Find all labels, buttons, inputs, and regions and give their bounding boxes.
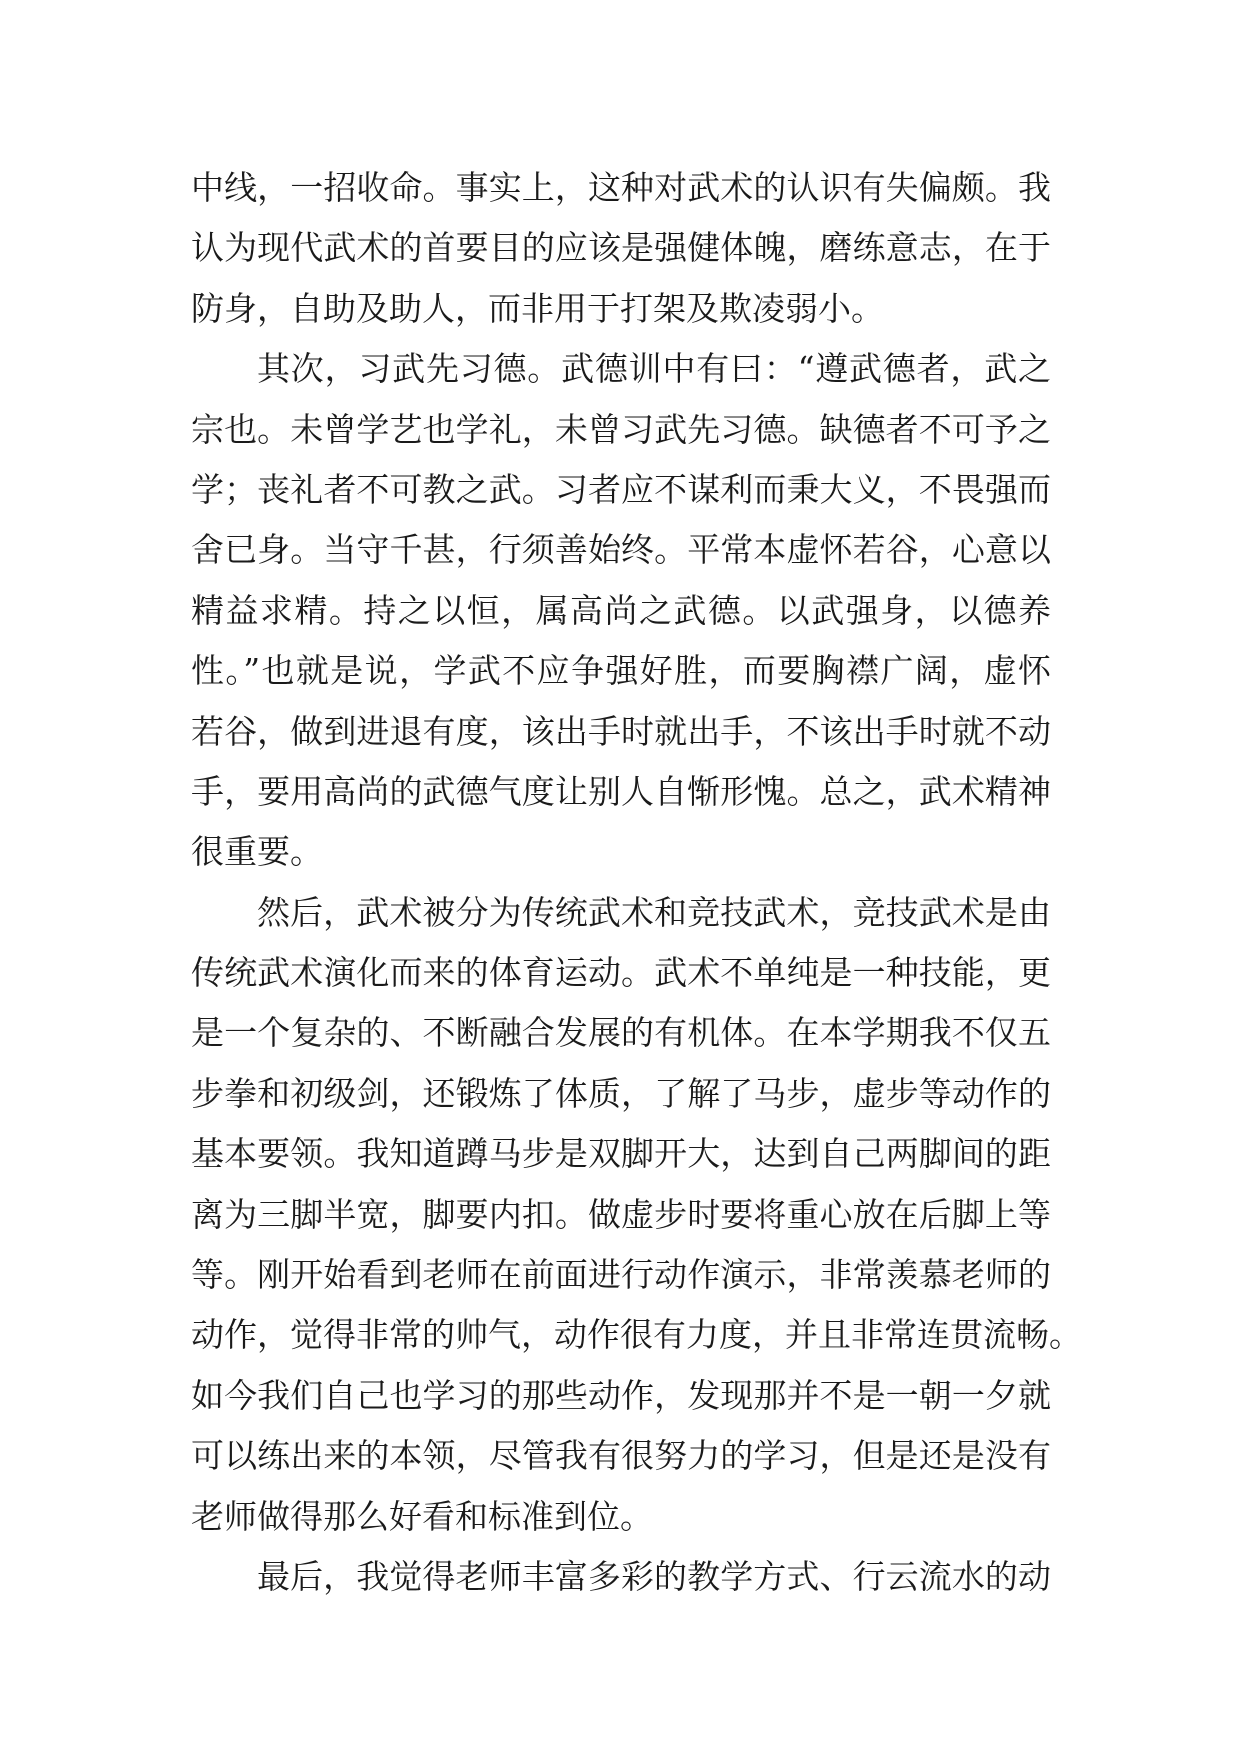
text-line: 最后，我觉得老师丰富多彩的教学方式、行云流水的动 [257, 1556, 1051, 1596]
text-line: 可以练出来的本领，尽管我有很努力的学习，但是还是没有 [191, 1436, 1051, 1476]
text-line: 宗也。未曾学艺也学礼，未曾习武先习德。缺德者不可予之 [191, 409, 1051, 449]
text-line: 然后，武术被分为传统武术和竞技武术，竞技武术是由 [257, 892, 1051, 932]
text-line: 是一个复杂的、不断融合发展的有机体。在本学期我不仅五 [191, 1013, 1051, 1053]
text-line: 基本要领。我知道蹲马步是双脚开大，达到自己两脚间的距 [191, 1134, 1051, 1174]
text-line: 舍已身。当守千甚，行须善始终。平常本虚怀若谷，心意以 [191, 530, 1051, 570]
text-line: 步拳和初级剑，还锻炼了体质，了解了马步，虚步等动作的 [191, 1073, 1051, 1113]
text-line: 很重要。 [191, 832, 323, 872]
text-line: 精益求精。持之以恒，属高尚之武德。以武强身，以德养 [191, 590, 1051, 630]
text-line: 学；丧礼者不可教之武。习者应不谋利而秉大义，不畏强而 [191, 469, 1051, 509]
text-line: 中线，一招收命。事实上，这种对武术的认识有失偏颇。我 [191, 168, 1051, 207]
text-line: 老师做得那么好看和标准到位。 [191, 1496, 653, 1536]
body-text [191, 158, 1082, 1607]
text-line: 若谷，做到进退有度，该出手时就出手，不该出手时就不动 [191, 711, 1051, 751]
text-line: 传统武术演化而来的体育运动。武术不单纯是一种技能，更 [191, 953, 1051, 993]
text-line: 性。”也就是说，学武不应争强好胜，而要胸襟广阔，虚怀 [191, 651, 1051, 691]
text-line: 其次，习武先习德。武德训中有曰：“遵武德者，武之 [257, 349, 1051, 389]
text-line: 等。刚开始看到老师在前面进行动作演示，非常羡慕老师的 [191, 1255, 1051, 1295]
text-line: 手，要用高尚的武德气度让别人自惭形愧。总之，武术精神 [191, 771, 1051, 811]
text-line: 认为现代武术的首要目的应该是强健体魄，磨练意志，在于 [191, 228, 1051, 268]
text-line: 动作，觉得非常的帅气，动作很有力度，并且非常连贯流畅。 [191, 1315, 1082, 1355]
text-line: 防身，自助及助人，而非用于打架及欺凌弱小。 [191, 288, 884, 328]
text-line: 如今我们自己也学习的那些动作，发现那并不是一朝一夕就 [191, 1375, 1051, 1415]
text-line: 离为三脚半宽，脚要内扣。做虚步时要将重心放在后脚上等 [191, 1194, 1051, 1234]
